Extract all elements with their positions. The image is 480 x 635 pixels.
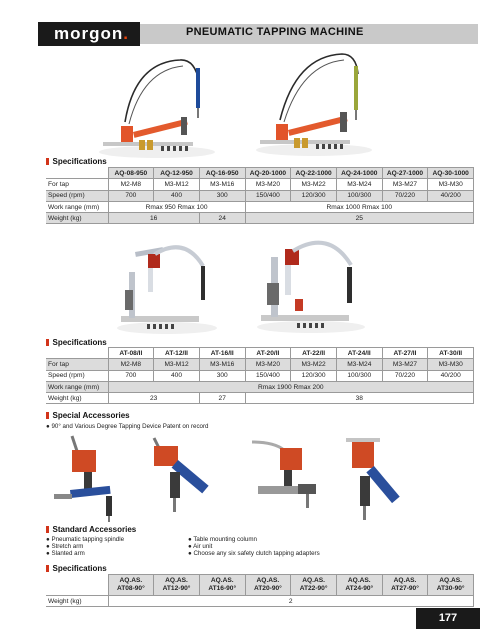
table-cell: Rmax 1000 Rmax 100 — [245, 201, 473, 212]
model-header: AQ.AS. AT20-90° — [245, 575, 291, 596]
table-corner-cell — [46, 575, 108, 596]
model-header: AQ-08-950 — [108, 168, 154, 179]
table-cell: M3-M12 — [154, 359, 200, 370]
model-header: AQ-20-1000 — [245, 168, 291, 179]
row-label: Speed (rpm) — [46, 190, 108, 201]
model-header: AQ.AS. AT27-90° — [382, 575, 428, 596]
model-header: AQ-12-950 — [154, 168, 200, 179]
table-cell: 40/200 — [428, 190, 474, 201]
model-header: AT-08/II — [108, 348, 154, 359]
accessory-photo-2 — [150, 436, 232, 516]
table-cell: M3-M27 — [382, 359, 428, 370]
list-item: ● Stretch arm — [46, 543, 84, 551]
table-cell: 70/220 — [382, 370, 428, 381]
table-cell: M3-M24 — [336, 179, 382, 190]
table-cell: 150/400 — [245, 190, 291, 201]
list-item: ● Slanted arm — [46, 550, 85, 558]
standard-accessories-list-left — [46, 536, 124, 558]
table-corner-cell — [46, 348, 108, 359]
row-label: For tap — [46, 179, 108, 190]
brand-logo: morgon. — [38, 22, 140, 46]
model-header: AQ.AS. AT08-90° — [108, 575, 154, 596]
model-header: AT-30/II — [428, 348, 474, 359]
specs-table-90-degree — [46, 574, 474, 607]
section-title-specifications-3: Specifications — [46, 564, 107, 573]
row-label: Work range (mm) — [46, 381, 108, 392]
row-label: For tap — [46, 359, 108, 370]
table-cell: Rmax 1900 Rmax 200 — [108, 381, 474, 392]
model-header: AT-24/II — [336, 348, 382, 359]
model-header: AT-20/II — [245, 348, 291, 359]
table-cell: M3-M16 — [199, 179, 245, 190]
table-cell: 120/300 — [291, 370, 337, 381]
table-cell: 23 — [108, 393, 199, 404]
table-cell: 300 — [199, 190, 245, 201]
standard-accessories-list-right — [188, 536, 320, 558]
table-cell: 700 — [108, 370, 154, 381]
machine-photo-aq-left — [95, 52, 225, 160]
table-cell: M3-M16 — [199, 359, 245, 370]
table-cell: 70/220 — [382, 190, 428, 201]
model-header: AQ-30-1000 — [428, 168, 474, 179]
section-title-specifications-1: Specifications — [46, 157, 107, 166]
table-cell: 24 — [199, 213, 245, 224]
row-label: Weight (kg) — [46, 393, 108, 404]
page-title: PNEUMATIC TAPPING MACHINE — [186, 26, 364, 38]
table-cell: 2 — [108, 596, 474, 607]
list-item: ● Choose any six safety clutch tapping adapters — [188, 550, 320, 558]
table-cell: M3-M22 — [291, 179, 337, 190]
accessory-photo-1 — [50, 434, 142, 524]
machine-photo-aq-right — [252, 48, 382, 158]
table-cell: M3-M22 — [291, 359, 337, 370]
table-cell: 300 — [199, 370, 245, 381]
machine-photo-at-right — [255, 227, 370, 337]
page-number: 177 — [416, 608, 480, 629]
model-header: AQ.AS. AT22-90° — [291, 575, 337, 596]
table-cell: 400 — [154, 190, 200, 201]
specs-table-aq — [46, 167, 474, 224]
table-cell: M3-M20 — [245, 359, 291, 370]
table-cell: 100/300 — [336, 370, 382, 381]
machine-photo-at-left — [115, 232, 220, 337]
section-title-standard-accessories: Standard Accessories — [46, 525, 136, 534]
accessory-photo-3 — [244, 440, 326, 522]
table-cell: 400 — [154, 370, 200, 381]
model-header: AT-27/II — [382, 348, 428, 359]
row-label: Weight (kg) — [46, 213, 108, 224]
model-header: AQ-22-1000 — [291, 168, 337, 179]
model-header: AQ.AS. AT30-90° — [428, 575, 474, 596]
table-cell: M3-M30 — [428, 179, 474, 190]
table-corner-cell — [46, 168, 108, 179]
model-header: AQ-16-950 — [199, 168, 245, 179]
model-header: AQ.AS. AT16-90° — [199, 575, 245, 596]
specs-table-at — [46, 347, 474, 404]
list-item: ● Pneumatic tapping spindle — [46, 536, 125, 543]
row-label: Work range (mm) — [46, 201, 108, 212]
table-cell: M3-M12 — [154, 179, 200, 190]
table-cell: 25 — [245, 213, 473, 224]
table-cell: 40/200 — [428, 370, 474, 381]
model-header: AT-12/II — [154, 348, 200, 359]
table-cell: 27 — [199, 393, 245, 404]
table-cell: M3-M30 — [428, 359, 474, 370]
row-label: Speed (rpm) — [46, 370, 108, 381]
table-cell: 100/300 — [336, 190, 382, 201]
table-cell: 700 — [108, 190, 154, 201]
special-accessories-note: ● 90° and Various Degree Tapping Device Patent on record — [46, 423, 209, 430]
accessory-photo-4 — [344, 436, 414, 524]
model-header: AQ-27-1000 — [382, 168, 428, 179]
row-label: Weight (kg) — [46, 596, 108, 607]
table-cell: M3-M24 — [336, 359, 382, 370]
table-cell: M3-M27 — [382, 179, 428, 190]
table-cell: 120/300 — [291, 190, 337, 201]
table-cell: 16 — [108, 213, 199, 224]
section-title-specifications-2: Specifications — [46, 338, 107, 347]
table-cell: M3-M20 — [245, 179, 291, 190]
model-header: AQ.AS. AT24-90° — [336, 575, 382, 596]
table-cell: M2-M8 — [108, 359, 154, 370]
table-cell: 38 — [245, 393, 473, 404]
table-cell: 150/400 — [245, 370, 291, 381]
table-cell: M2-M8 — [108, 179, 154, 190]
list-item: ● Air unit — [188, 543, 213, 551]
table-cell: Rmax 950 Rmax 100 — [108, 201, 245, 212]
list-item: ● Table mounting column — [188, 536, 257, 543]
section-title-special-accessories: Special Accessories — [46, 411, 130, 420]
model-header: AQ.AS. AT12-90° — [154, 575, 200, 596]
model-header: AQ-24-1000 — [336, 168, 382, 179]
model-header: AT-22/II — [291, 348, 337, 359]
model-header: AT-16/II — [199, 348, 245, 359]
